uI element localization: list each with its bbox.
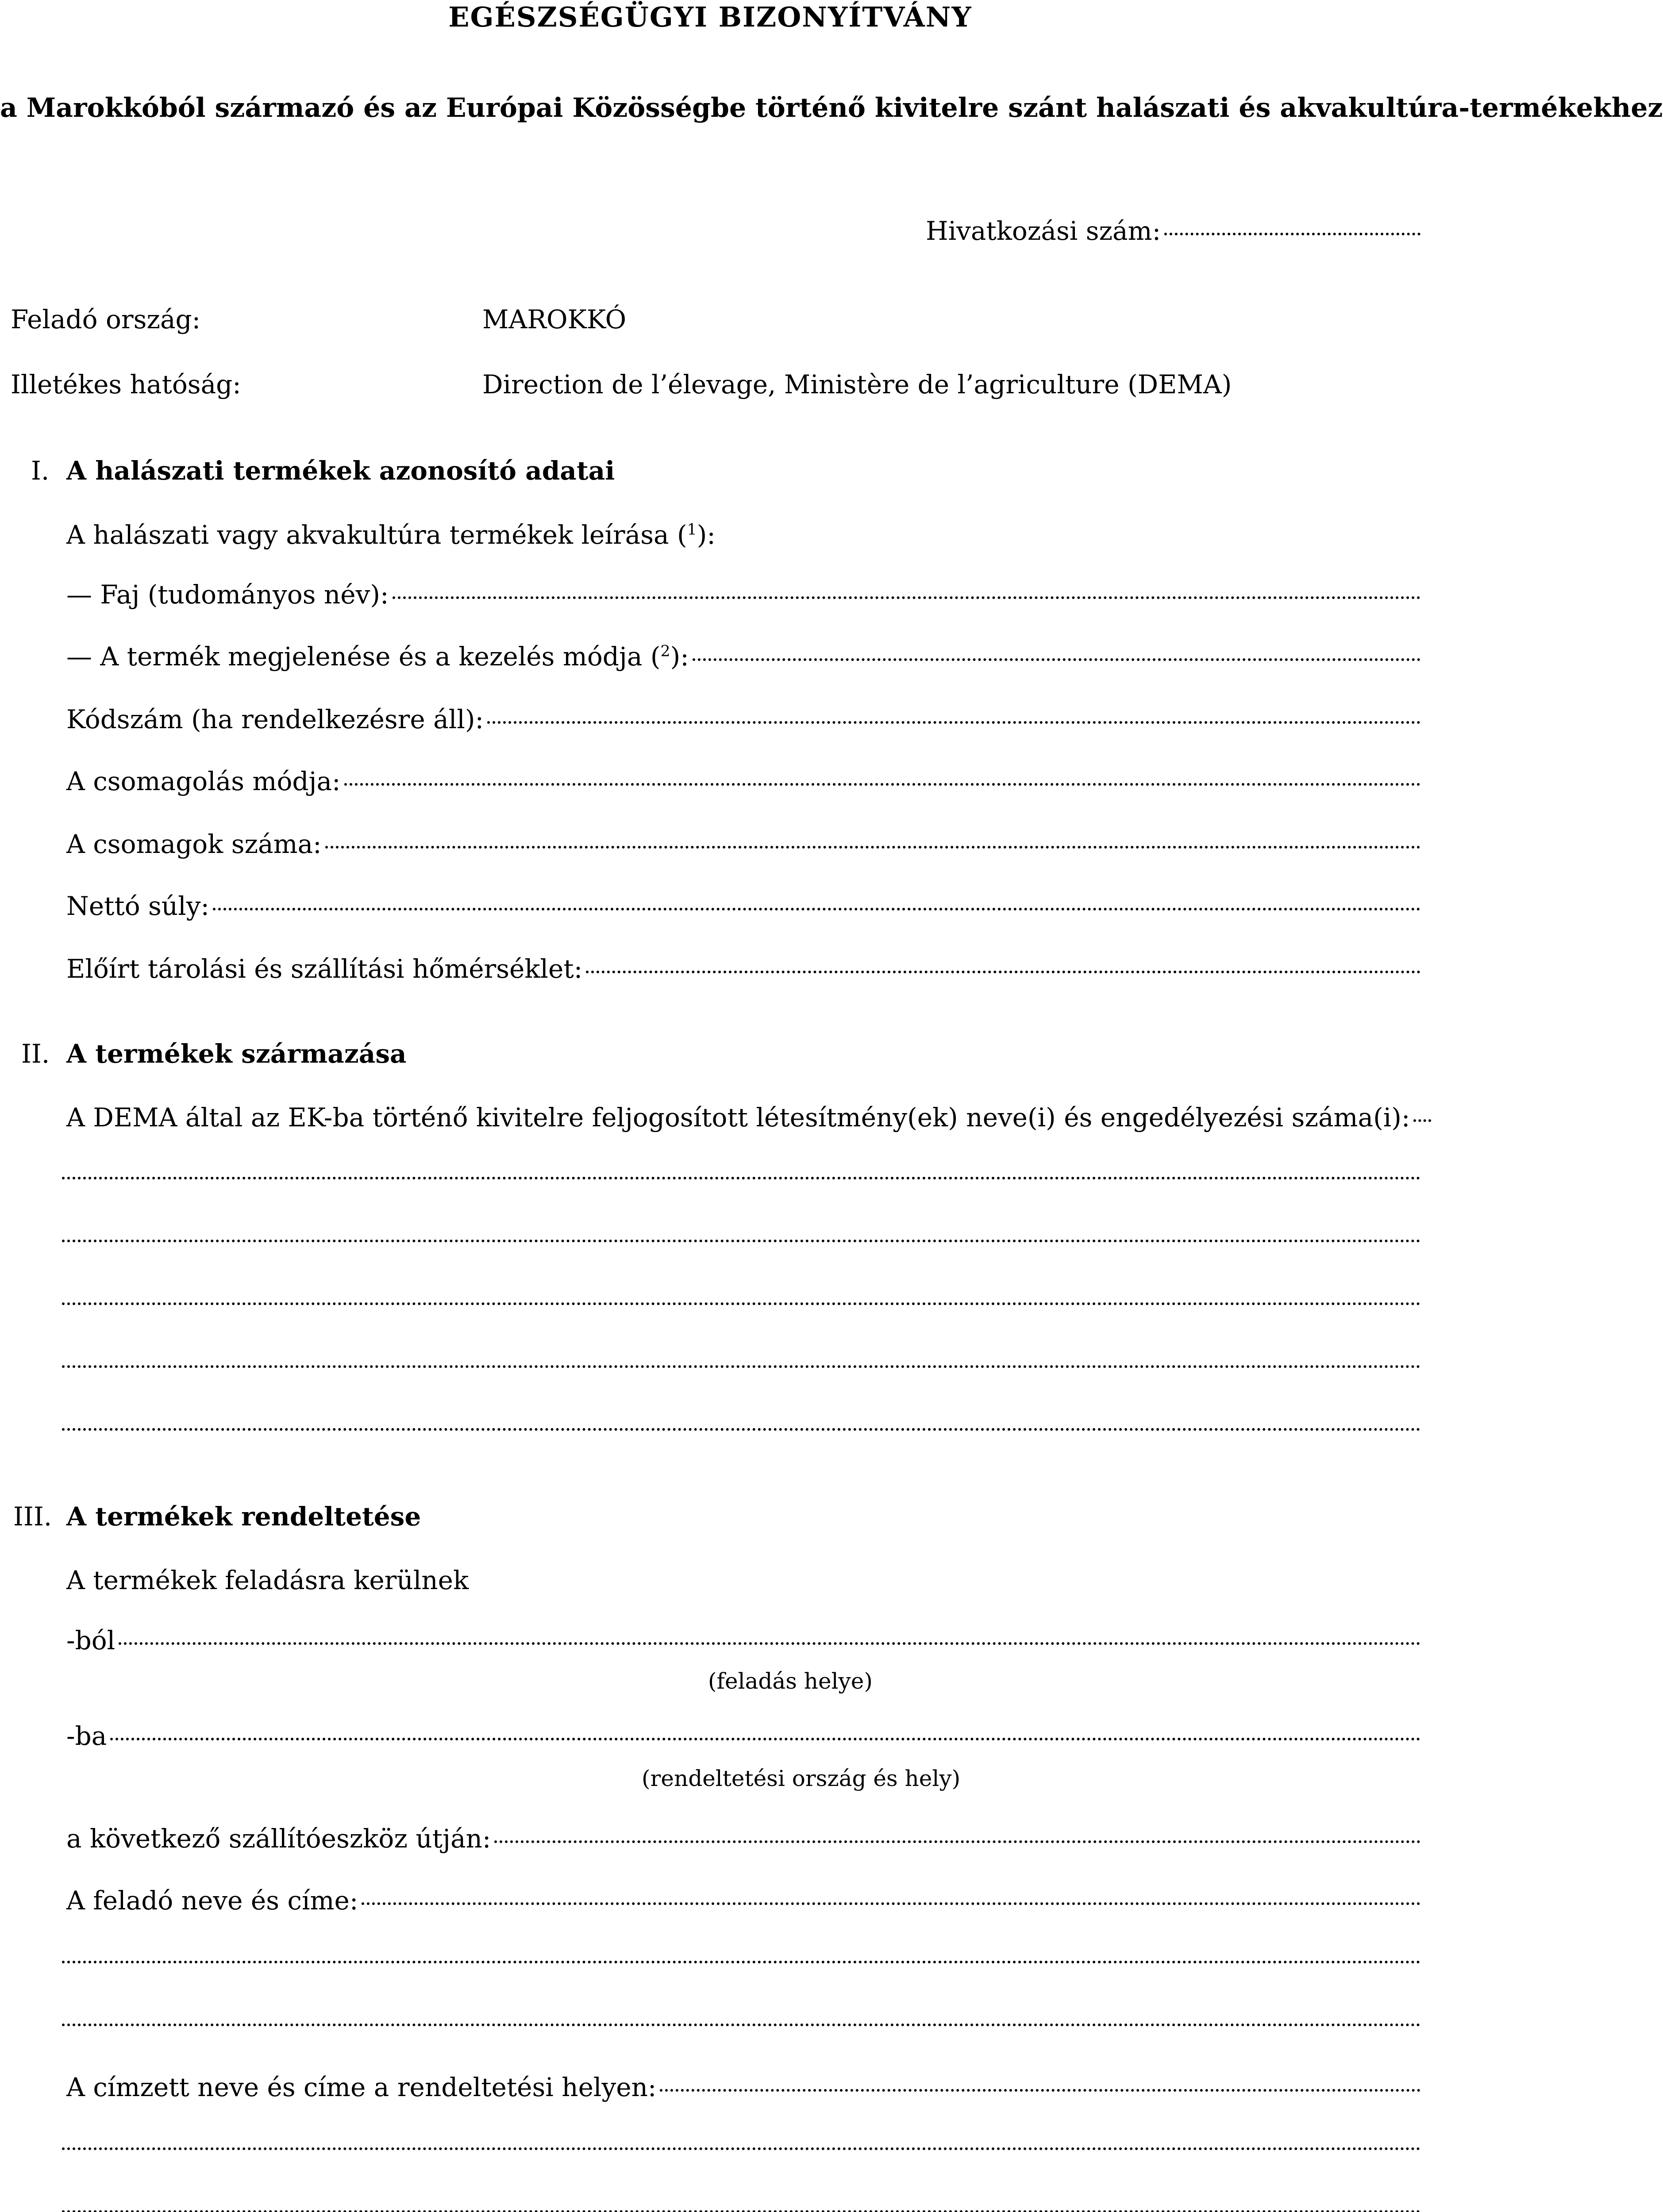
establishments-line-2[interactable]	[62, 1168, 1420, 1179]
section-2-number: II.	[21, 1039, 50, 1069]
packages-count-dots	[325, 846, 1420, 849]
dispatch-place-caption: (feladás helye)	[708, 1668, 873, 1694]
net-weight-dots	[213, 908, 1420, 910]
destination-field[interactable]	[66, 1721, 1420, 1756]
consignee-line-2[interactable]	[62, 2139, 1420, 2150]
section-2-title: A termékek származása	[66, 1039, 407, 1069]
destination-dots	[110, 1738, 1420, 1740]
consignee-line-3[interactable]	[62, 2201, 1420, 2212]
packaging-dots	[344, 783, 1420, 786]
sender-country-label: Feladó ország:	[11, 304, 201, 334]
reference-number-field[interactable]	[926, 216, 1420, 251]
to-label: -ba	[66, 1721, 107, 1751]
transport-label: a következő szállítóeszköz útján:	[66, 1824, 491, 1854]
consignor-line-2[interactable]	[62, 1952, 1420, 1963]
consignee-dots	[660, 2089, 1420, 2092]
section-3-number: III.	[13, 1502, 52, 1532]
temperature-dots	[586, 971, 1420, 973]
reference-number-label: Hivatkozási szám:	[926, 216, 1161, 246]
establishments-line-3[interactable]	[62, 1231, 1420, 1242]
from-label: -ból	[66, 1625, 115, 1655]
authority-value: Direction de l’élevage, Ministère de l’agriculture (DEMA)	[482, 369, 1232, 399]
establishments-line-5[interactable]	[62, 1356, 1420, 1368]
dispatched-label: A termékek feladásra kerülnek	[66, 1565, 469, 1595]
transport-field[interactable]	[66, 1824, 1420, 1859]
establishments-dots	[1413, 1119, 1431, 1122]
document-title: EGÉSZSÉGÜGYI BIZONYÍTVÁNY	[448, 1, 972, 33]
footnote-ref-2: 2	[660, 642, 670, 661]
packages-count-label: A csomagok száma:	[66, 829, 322, 859]
presentation-label: — A termék megjelenése és a kezelés módja ($^2$):	[66, 641, 689, 672]
product-description-label: A halászati vagy akvakultúra termékek leírása ($^1$):	[66, 520, 716, 550]
document-subtitle: a Marokkóból származó és az Európai Közösségbe történő kivitelre szánt halászati és akvakultúra-termékekhez	[0, 92, 1663, 123]
establishments-line-4[interactable]	[62, 1294, 1420, 1305]
authority-label: Illetékes hatóság:	[11, 369, 241, 399]
consignee-label: A címzett neve és címe a rendeltetési helyen:	[66, 2072, 657, 2102]
packages-count-field[interactable]	[66, 829, 1420, 864]
consignee-field[interactable]	[66, 2072, 1420, 2108]
dispatch-place-dots	[119, 1642, 1420, 1645]
section-1-number: I.	[31, 456, 50, 486]
species-dots	[393, 596, 1420, 599]
packaging-field[interactable]	[66, 766, 1420, 802]
temperature-label: Előírt tárolási és szállítási hőmérséklet:	[66, 954, 583, 984]
section-3-title: A termékek rendeltetése	[66, 1502, 421, 1532]
establishments-field[interactable]	[66, 1102, 1420, 1138]
species-label: — Faj (tudományos név):	[66, 580, 389, 610]
consignor-dots	[362, 1902, 1420, 1905]
packaging-label: A csomagolás módja:	[66, 766, 341, 796]
net-weight-label: Nettó súly:	[66, 891, 210, 921]
consignor-line-3[interactable]	[62, 2015, 1420, 2026]
destination-caption: (rendeltetési ország és hely)	[642, 1766, 961, 1791]
footnote-ref-1: 1	[687, 521, 697, 539]
consignor-field[interactable]	[66, 1886, 1420, 1921]
establishments-line-6[interactable]	[62, 1419, 1420, 1431]
net-weight-field[interactable]	[66, 891, 1420, 926]
code-number-label: Kódszám (ha rendelkezésre áll):	[66, 704, 484, 734]
species-field[interactable]	[66, 580, 1420, 615]
consignor-label: A feladó neve és címe:	[66, 1886, 358, 1916]
section-1-title: A halászati termékek azonosító adatai	[66, 456, 615, 486]
transport-dots	[494, 1840, 1420, 1843]
temperature-field[interactable]	[66, 954, 1420, 989]
code-number-field[interactable]	[66, 704, 1420, 740]
presentation-field[interactable]	[66, 641, 1420, 677]
reference-number-dots	[1164, 233, 1420, 235]
presentation-dots	[693, 658, 1420, 661]
sender-country-value: MAROKKÓ	[482, 304, 627, 334]
code-number-dots	[487, 721, 1420, 724]
establishments-label: A DEMA által az EK-ba történő kivitelre feljogosított létesítmény(ek) neve(i) és engedélyezési száma(i):	[66, 1102, 1410, 1133]
dispatch-place-field[interactable]	[66, 1625, 1420, 1661]
